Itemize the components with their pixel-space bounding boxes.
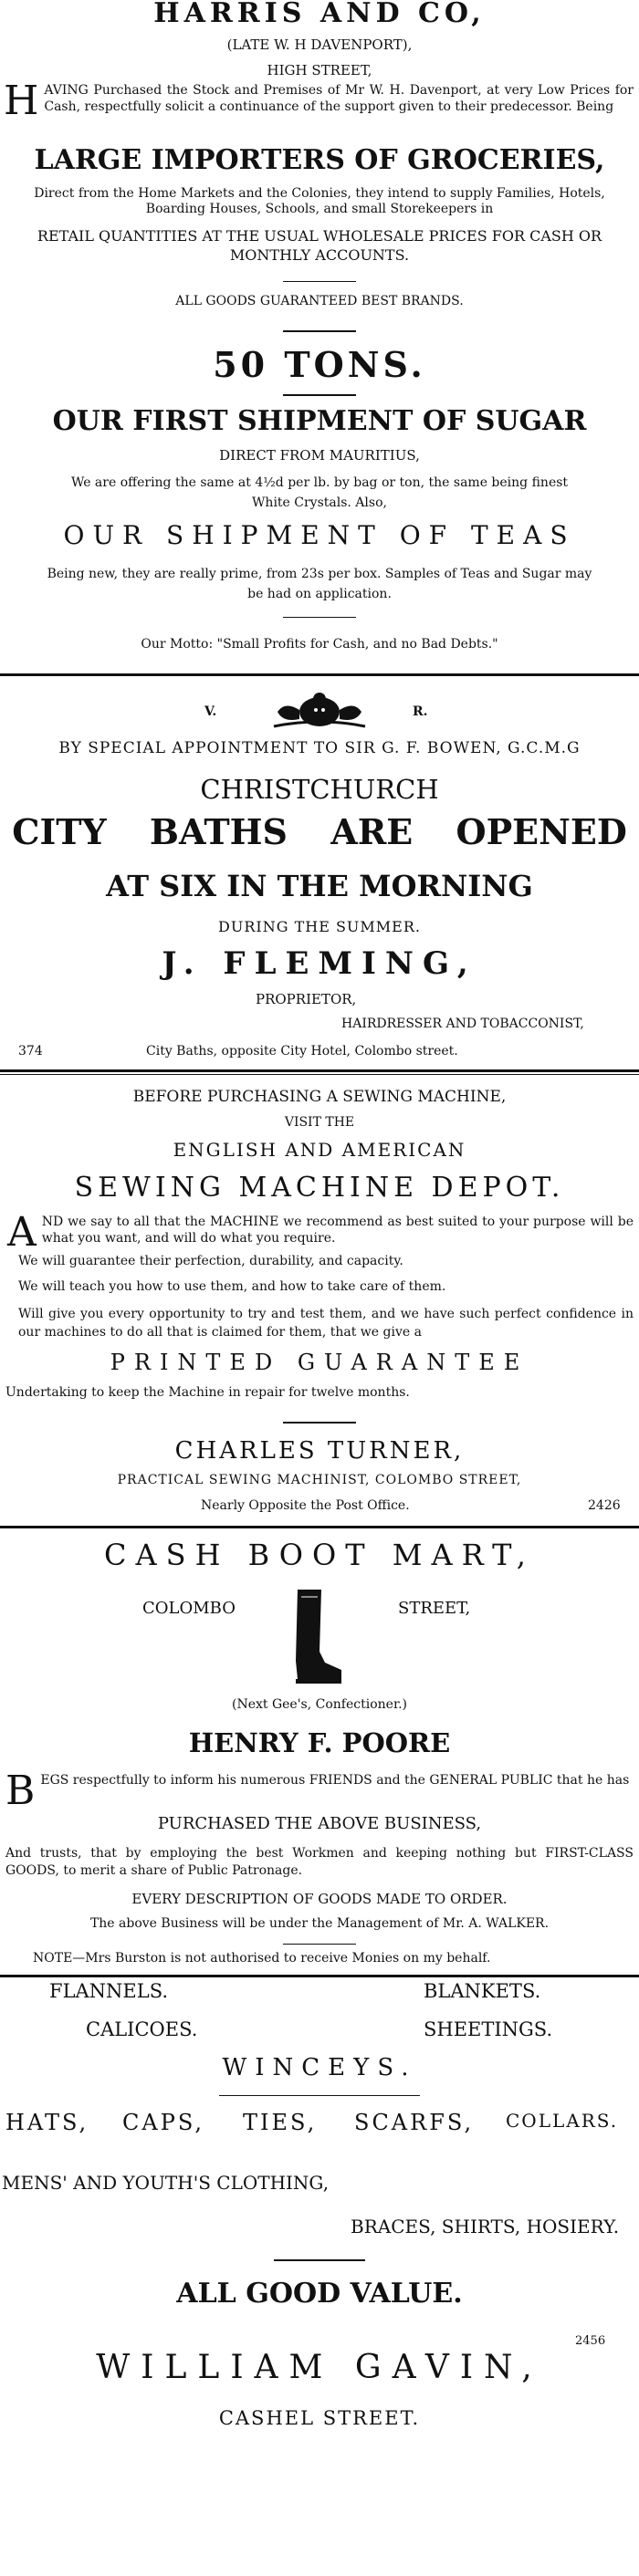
baths-summer: DURING THE SUMMER.	[218, 918, 421, 935]
gavin-blankets: BLANKETS.	[424, 1980, 541, 2002]
boot-street: STREET,	[398, 1599, 471, 1618]
gavin-name: WILLIAM GAVIN,	[96, 2349, 543, 2386]
sewing-p1	[7, 1209, 634, 1256]
harris-late: (LATE W. H DAVENPORT),	[226, 37, 413, 53]
baths-address: City Baths, opposite City Hotel, Colombo street.	[146, 1044, 458, 1059]
boot-title: CASH BOOT MART,	[104, 1538, 535, 1572]
boot-management: The above Business will be under the Management of Mr. A. WALKER.	[89, 1916, 550, 1931]
baths-city: CHRISTCHURCH	[200, 774, 439, 805]
harris-motto: Our Motto: "Small Profits for Cash, and no Bad Debts."	[141, 637, 498, 652]
divider	[274, 2259, 365, 2261]
harris-street: HIGH STREET,	[267, 62, 372, 78]
harris-intro-dropcap: H	[4, 78, 39, 124]
sewing-p1-dropcap: A	[7, 1209, 37, 1256]
boot-begs-dropcap: B	[5, 1768, 36, 1814]
harris-intro	[4, 78, 634, 124]
divider	[283, 1944, 356, 1945]
sewing-visit: VISIT THE	[284, 1115, 355, 1130]
section-rule	[0, 1975, 639, 1977]
section-rule	[0, 1526, 639, 1528]
boot-icon	[281, 1588, 345, 1688]
royal-crest-image	[265, 690, 374, 732]
section-rule	[0, 1069, 639, 1072]
harris-offering: We are offering the same at 4½d per lb. by bag or ton, the same being finest White Crystals. Also,	[70, 475, 569, 510]
boot-next: (Next Gee's, Confectioner.)	[231, 1697, 408, 1712]
divider	[283, 330, 356, 332]
harris-title: HARRIS AND CO,	[153, 0, 486, 29]
section-rule	[0, 673, 639, 676]
gavin-sheetings: SHEETINGS.	[424, 2018, 553, 2040]
baths-appointment: BY SPECIAL APPOINTMENT TO SIR G. F. BOWEN, G.C.M.G	[58, 739, 581, 757]
sewing-opposite: Nearly Opposite the Post Office.	[201, 1498, 410, 1513]
harris-guaranteed: ALL GOODS GUARANTEED BEST BRANDS.	[175, 294, 464, 308]
gavin-collars: COLLARS.	[506, 2110, 619, 2132]
boot-name: HENRY F. POORE	[188, 1727, 451, 1758]
sewing-printed: PRINTED GUARANTEE	[110, 1350, 529, 1375]
divider	[283, 617, 356, 618]
sewing-english: ENGLISH AND AMERICAN	[173, 1139, 466, 1161]
divider	[219, 2095, 420, 2096]
baths-hairdresser: HAIRDRESSER AND TOBACCONIST,	[341, 1017, 584, 1031]
sewing-p2: We will guarantee their perfection, durability, and capacity.	[18, 1254, 403, 1268]
gavin-ties: TIES,	[243, 2110, 318, 2135]
sewing-name: CHARLES TURNER,	[174, 1437, 465, 1465]
baths-opened	[0, 812, 639, 852]
boot-colombo: COLOMBO	[142, 1599, 236, 1618]
gavin-calicoes: CALICOES.	[86, 2018, 198, 2040]
boot-note: NOTE—Mrs Burston is not authorised to receive Monies on my behalf.	[33, 1951, 491, 1966]
boot-purchased: PURCHASED THE ABOVE BUSINESS,	[157, 1814, 482, 1833]
sewing-p3: We will teach you how to use them, and how to take care of them.	[18, 1279, 446, 1294]
sewing-number: 2426	[588, 1498, 621, 1513]
boot-begs	[5, 1768, 634, 1814]
divider	[283, 394, 356, 396]
sewing-practical: PRACTICAL SEWING MACHINIST, COLOMBO STREET,	[117, 1473, 522, 1487]
boot-image	[281, 1588, 345, 1688]
baths-proprietor: PROPRIETOR,	[256, 991, 357, 1007]
sewing-p4: Will give you every opportunity to try and test them, and we have such perfect confidence in our machines to do all that is claimed for them, that we give a	[18, 1307, 634, 1340]
gavin-flannels: FLANNELS.	[49, 1980, 169, 2002]
boot-trusts: And trusts, that by employing the best Workmen and keeping nothing but FIRST-CLASS GOODS, to merit a share of Public Patronage.	[5, 1846, 634, 1878]
baths-opened-text: CITY BATHS ARE OPENED	[12, 811, 627, 852]
gavin-street: CASHEL STREET.	[218, 2407, 421, 2429]
harris-first-shipment: OUR FIRST SHIPMENT OF SUGAR	[52, 405, 587, 437]
section-rule	[0, 1074, 639, 1075]
gavin-winceys: WINCEYS.	[222, 2054, 417, 2081]
baths-v: V.	[204, 704, 217, 719]
harris-mauritius: DIRECT FROM MAURITIUS,	[219, 447, 420, 464]
baths-name: J. FLEMING,	[162, 945, 477, 982]
gavin-number: 2456	[575, 2334, 606, 2348]
sewing-depot: SEWING MACHINE DEPOT.	[74, 1172, 565, 1204]
gavin-scarfs: SCARFS,	[354, 2110, 475, 2135]
harris-teas: OUR SHIPMENT OF TEAS	[63, 520, 576, 550]
gavin-caps: CAPS,	[122, 2110, 205, 2135]
gavin-value: ALL GOOD VALUE.	[176, 2278, 463, 2310]
harris-teas-desc: Being new, they are really prime, from 23s per box. Samples of Teas and Sugar may be had on application.	[47, 567, 592, 601]
baths-six: AT SIX IN THE MORNING	[106, 869, 533, 903]
harris-large-importers: LARGE IMPORTERS OF GROCERIES,	[34, 144, 605, 176]
divider	[283, 1422, 356, 1424]
baths-number: 374	[18, 1044, 43, 1059]
harris-retail: RETAIL QUANTITIES AT THE USUAL WHOLESALE PRICES FOR CASH OR MONTHLY ACCOUNTS.	[37, 227, 602, 264]
sewing-p1-text: ND we say to all that the MACHINE we recommend as best suited to your purpose will be what you want, and will do what you require.	[41, 1215, 634, 1246]
sewing-undertaking: Undertaking to keep the Machine in repair for twelve months.	[5, 1385, 410, 1400]
boot-begs-text: EGS respectfully to inform his numerous FRIENDS and the GENERAL PUBLIC that he has	[40, 1773, 630, 1788]
gavin-braces: BRACES, SHIRTS, HOSIERY.	[351, 2216, 620, 2237]
royal-crest-icon	[265, 690, 374, 732]
gavin-mens: MENS' AND YOUTH'S CLOTHING,	[2, 2172, 330, 2194]
sewing-before: BEFORE PURCHASING A SEWING MACHINE,	[132, 1088, 507, 1106]
boot-every: EVERY DESCRIPTION OF GOODS MADE TO ORDER.	[131, 1891, 508, 1907]
baths-r: R.	[413, 704, 428, 719]
harris-intro-text: AVING Purchased the Stock and Premises of Mr W. H. Davenport, at very Low Prices for Cash, respectfully solicit a continuance of the support given to their predecessor. Being	[44, 83, 634, 114]
gavin-hats: HATS,	[5, 2110, 89, 2135]
harris-tons: 50 TONS.	[213, 344, 426, 385]
divider	[283, 281, 356, 282]
harris-direct: Direct from the Home Markets and the Colonies, they intend to supply Families, Hotels, Boarding Houses, Schools, and small Storekeepers in	[34, 186, 605, 216]
